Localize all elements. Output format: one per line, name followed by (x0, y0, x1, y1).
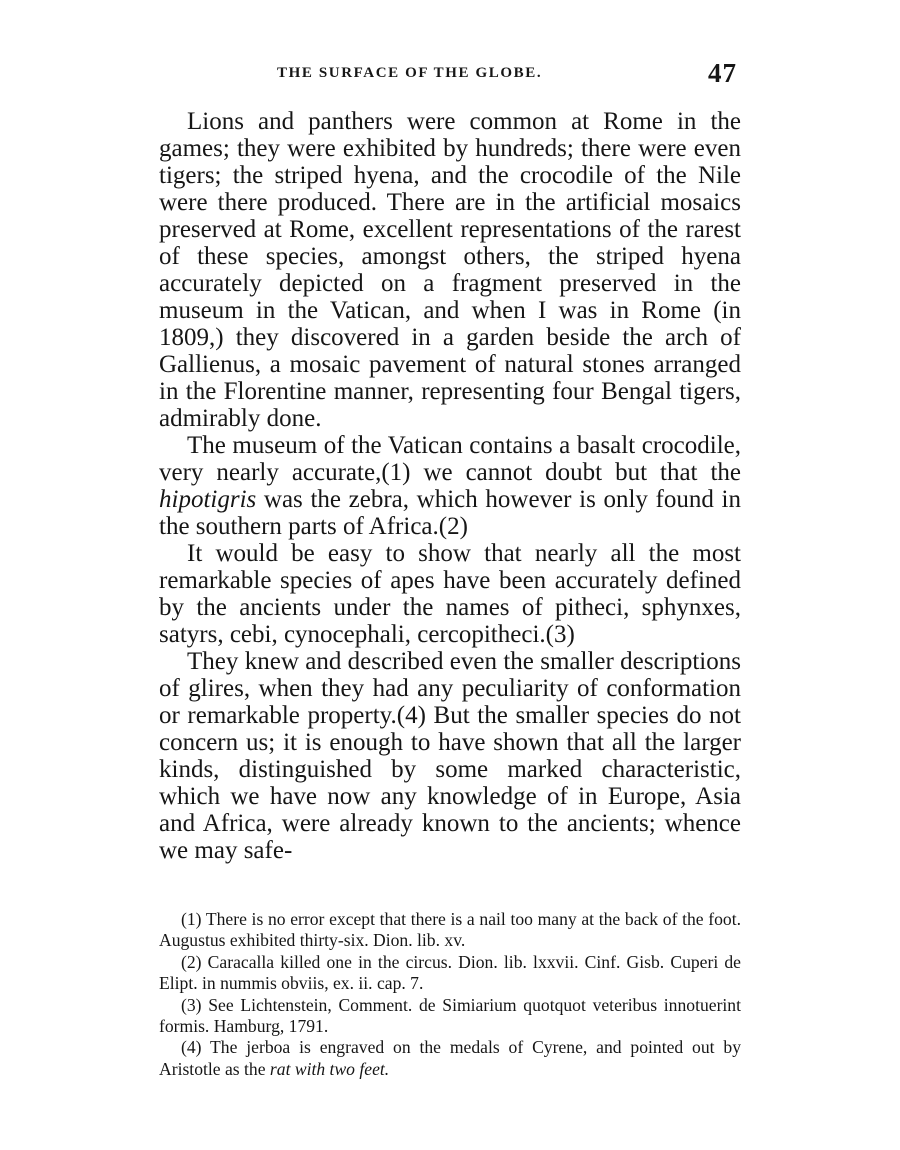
body-text (159, 108, 741, 864)
footnote: (3) See Lichtenstein, Comment. de Simiarium quotquot veteribus innotuerint formis. Hamburg, 1791. (159, 994, 741, 1037)
page-number: 47 (708, 58, 737, 88)
paragraph: It would be easy to show that nearly all the most remarkable species of apes have been accurately defined by the ancients under the names of pitheci, sphynxes, satyrs, cebi, cynocephali, cercopitheci.(3) (159, 540, 741, 648)
footnotes (159, 909, 741, 1080)
paragraph: They knew and described even the smaller descriptions of glires, when they had any peculiarity of conformation or remarkable property.(4) But the smaller species do not concern us; it is enough to have shown that all the larger kinds, distinguished by some marked characteristic, which we have now any knowledge of in Europe, Asia and Africa, were already known to the ancients; whence we may safe- (159, 648, 741, 864)
italic-phrase: rat with two feet. (269, 1058, 390, 1079)
footnote: (2) Caracalla killed one in the circus. Dion. lib. lxxvii. Cinf. Gisb. Cuperi de Elipt. in nummis obviis, ex. ii. cap. 7. (159, 951, 741, 994)
page-header (159, 58, 741, 92)
book-page (159, 0, 741, 1150)
footnote: (1) There is no error except that there is a nail too many at the back of the foot. Augustus exhibited thirty-six. Dion. lib. xv. (159, 909, 741, 951)
italic-term: hipotigris (159, 486, 257, 513)
footnote: (4) The jerboa is engraved on the medals of Cyrene, and pointed out by Aristotle as the rat with two feet. (159, 1037, 741, 1079)
paragraph: The museum of the Vatican contains a basalt crocodile, very nearly accurate,(1) we cannot doubt but that the hipotigris was the zebra, which however is only found in the southern parts of Africa.(2) (159, 432, 741, 540)
running-title: THE SURFACE OF THE GLOBE. (277, 65, 543, 81)
paragraph: Lions and panthers were common at Rome in the games; they were exhibited by hundreds; there were even tigers; the striped hyena, and the crocodile of the Nile were there produced. There are in the artificial mosaics preserved at Rome, excellent representations of the rarest of these species, amongst others, the striped hyena accurately depicted on a fragment preserved in the museum in the Vatican, and when I was in Rome (in 1809,) they discovered in a garden beside the arch of Gallienus, a mosaic pavement of natural stones arranged in the Florentine manner, representing four Bengal tigers, admirably done. (159, 108, 741, 432)
